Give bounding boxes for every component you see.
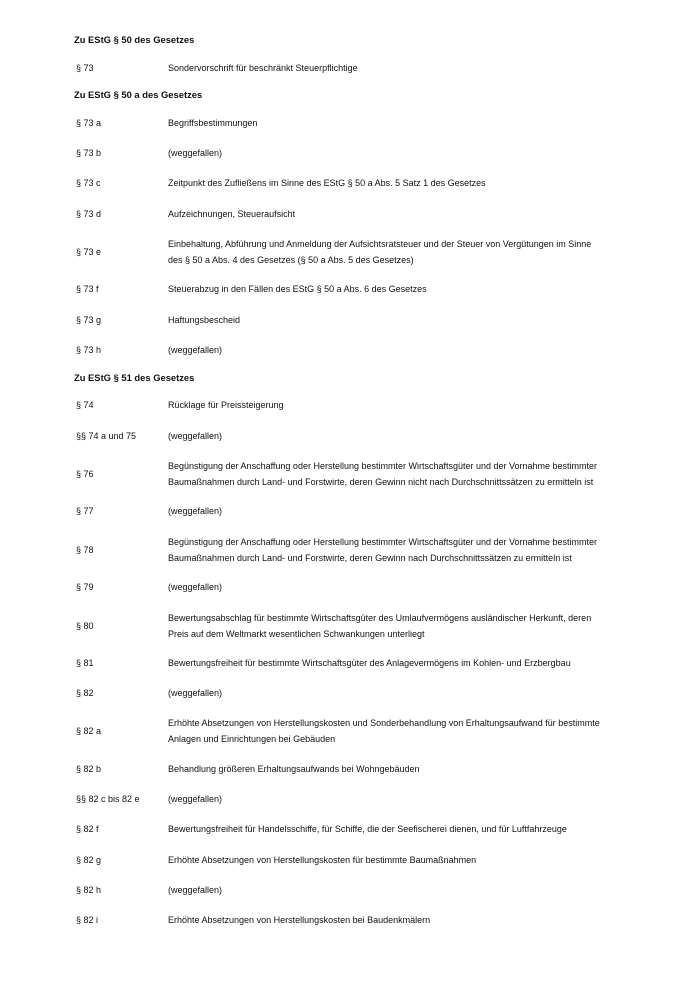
toc-row xyxy=(74,281,640,297)
paragraph-number: § 78 xyxy=(76,545,94,555)
paragraph-number: § 73 b xyxy=(76,148,102,158)
toc-row xyxy=(74,175,640,191)
toc-row xyxy=(74,206,640,222)
paragraph-title: Begriffsbestimmungen xyxy=(168,118,258,128)
paragraph-title: (weggefallen) xyxy=(168,148,223,158)
paragraph-number: § 73 a xyxy=(76,118,102,128)
toc-row xyxy=(74,236,640,268)
paragraph-number: §§ 82 c bis 82 e xyxy=(76,794,140,804)
paragraph-number: § 73 h xyxy=(76,345,102,355)
paragraph-title: Rücklage für Preissteigerung xyxy=(168,400,284,410)
section-heading: Zu EStG § 51 des Gesetzes xyxy=(74,372,195,383)
paragraph-number: § 82 b xyxy=(76,764,102,774)
toc-row xyxy=(74,852,640,868)
toc-row xyxy=(74,821,640,837)
toc-row xyxy=(74,882,640,898)
toc-row xyxy=(74,791,640,807)
paragraph-number: § 82 i xyxy=(76,915,99,925)
paragraph-title: (weggefallen) xyxy=(168,506,223,516)
toc-row xyxy=(74,534,640,566)
toc-row xyxy=(74,503,640,519)
paragraph-number: § 76 xyxy=(76,469,94,479)
toc-row xyxy=(74,115,640,131)
paragraph-title: Aufzeichnungen, Steueraufsicht xyxy=(168,209,296,219)
paragraph-title: Begünstigung der Anschaffung oder Herstellung bestimmter Wirtschaftsgüter und der Vornahme bestimmter Baumaßnahmen durch Land- und Forstwirte, deren Gewinn nach Durchschnittssätzen zu ermitteln ist xyxy=(168,537,598,563)
paragraph-title: Steuerabzug in den Fällen des EStG § 50 a Abs. 6 des Gesetzes xyxy=(168,284,427,294)
toc-row xyxy=(74,145,640,161)
paragraph-title: Einbehaltung, Abführung und Anmeldung der Aufsichtsratsteuer und der Steuer von Vergütungen im Sinne des § 50 a Abs. 4 des Gesetzes (§ 50 a Abs. 5 des Gesetzes) xyxy=(168,239,592,265)
paragraph-number: § 73 e xyxy=(76,247,102,257)
paragraph-number: § 79 xyxy=(76,582,94,592)
paragraph-number: § 73 g xyxy=(76,315,102,325)
paragraph-number: § 74 xyxy=(76,400,94,410)
paragraph-title: Zeitpunkt des Zufließens im Sinne des EStG § 50 a Abs. 5 Satz 1 des Gesetzes xyxy=(168,178,486,188)
toc-row xyxy=(74,458,640,490)
paragraph-number: §§ 74 a und 75 xyxy=(76,431,137,441)
toc-row xyxy=(74,428,640,444)
toc-row xyxy=(74,579,640,595)
toc-row xyxy=(74,312,640,328)
paragraph-number: § 80 xyxy=(76,621,94,631)
paragraph-title: Bewertungsfreiheit für Handelsschiffe, für Schiffe, die der Seefischerei dienen, und für Luftfahrzeuge xyxy=(168,824,567,834)
toc-row xyxy=(74,655,640,671)
paragraph-title: Erhöhte Absetzungen von Herstellungskosten für bestimmte Baumaßnahmen xyxy=(168,855,477,865)
paragraph-title: Begünstigung der Anschaffung oder Herstellung bestimmter Wirtschaftsgüter und der Vornahme bestimmter Baumaßnahmen durch Land- und Forstwirte, deren Gewinn nicht nach Durchschnittssätzen zu ermitteln ist xyxy=(168,461,598,487)
paragraph-number: § 82 h xyxy=(76,885,102,895)
paragraph-title: (weggefallen) xyxy=(168,794,223,804)
section-heading: Zu EStG § 50 des Gesetzes xyxy=(74,34,195,45)
toc-row xyxy=(74,610,640,642)
toc-row xyxy=(74,342,640,358)
section-heading: Zu EStG § 50 a des Gesetzes xyxy=(74,89,203,100)
paragraph-title: (weggefallen) xyxy=(168,431,223,441)
paragraph-title: Bewertungsfreiheit für bestimmte Wirtschaftsgüter des Anlagevermögens im Kohlen- und Erzbergbau xyxy=(168,658,571,668)
paragraph-title: (weggefallen) xyxy=(168,885,223,895)
paragraph-title: Erhöhte Absetzungen von Herstellungskosten bei Baudenkmälern xyxy=(168,915,431,925)
paragraph-number: § 81 xyxy=(76,658,94,668)
toc-row xyxy=(74,685,640,701)
toc-row xyxy=(74,715,640,747)
paragraph-number: § 73 xyxy=(76,63,94,73)
paragraph-title: Haftungsbescheid xyxy=(168,315,241,325)
paragraph-number: § 82 a xyxy=(76,726,102,736)
paragraph-number: § 77 xyxy=(76,506,94,516)
paragraph-title: Sondervorschrift für beschränkt Steuerpflichtige xyxy=(168,63,358,73)
paragraph-title: (weggefallen) xyxy=(168,582,223,592)
paragraph-title: Bewertungsabschlag für bestimmte Wirtschaftsgüter des Umlaufvermögens ausländischer Herkunft, deren Preis auf dem Weltmarkt wesentlichen Schwankungen unterliegt xyxy=(168,613,592,639)
paragraph-title: Erhöhte Absetzungen von Herstellungskosten und Sonderbehandlung von Erhaltungsaufwand für bestimmte Anlagen und Einrichtungen bei Gebäuden xyxy=(168,718,600,744)
paragraph-title: Behandlung größeren Erhaltungsaufwands bei Wohngebäuden xyxy=(168,764,420,774)
paragraph-number: § 82 f xyxy=(76,824,99,834)
paragraph-number: § 82 xyxy=(76,688,94,698)
toc-row xyxy=(74,761,640,777)
toc-row xyxy=(74,912,640,928)
paragraph-title: (weggefallen) xyxy=(168,345,223,355)
paragraph-number: § 73 d xyxy=(76,209,102,219)
toc-row xyxy=(74,60,640,76)
paragraph-title: (weggefallen) xyxy=(168,688,223,698)
toc-row xyxy=(74,397,640,413)
paragraph-number: § 82 g xyxy=(76,855,102,865)
paragraph-number: § 73 c xyxy=(76,178,101,188)
paragraph-number: § 73 f xyxy=(76,284,99,294)
